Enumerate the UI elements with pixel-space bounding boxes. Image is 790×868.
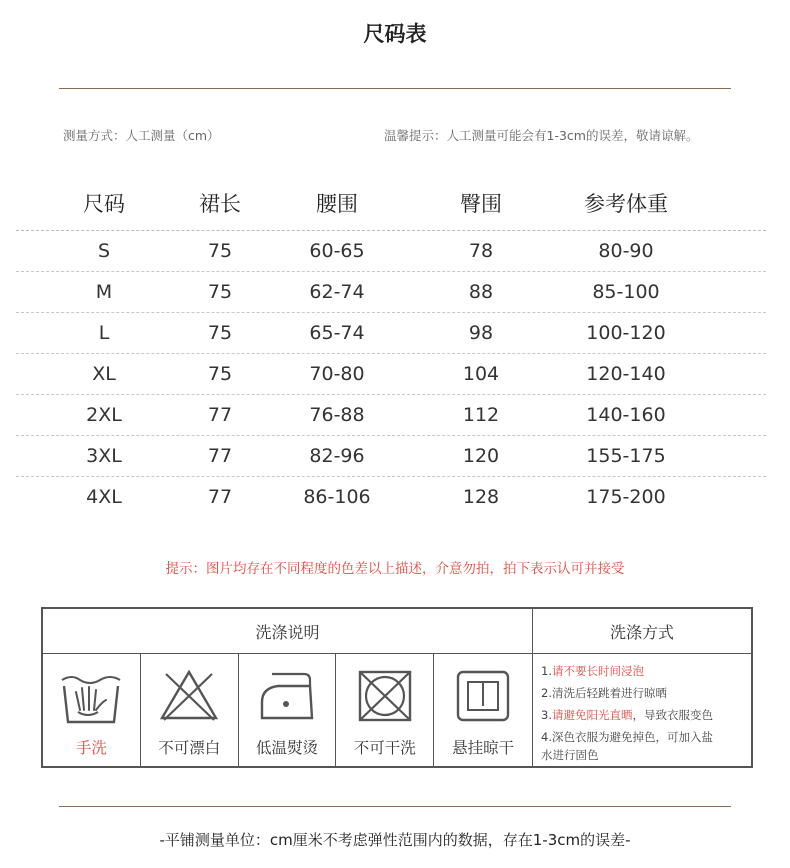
table-row bbox=[16, 272, 766, 313]
cell-hip: 78 bbox=[468, 240, 494, 262]
cell-size: S bbox=[97, 240, 111, 262]
measure-method-note: 测量方式：人工测量（cm） bbox=[63, 128, 220, 143]
care-item-hang-dry bbox=[434, 654, 532, 766]
cell-waist: 60-65 bbox=[309, 240, 365, 262]
table-row bbox=[16, 395, 766, 436]
measure-error-note: 温馨提示：人工测量可能会有1-3cm的误差，敬请谅解。 bbox=[384, 128, 699, 143]
cell-length: 77 bbox=[207, 486, 233, 508]
header-waist: 腰围 bbox=[316, 192, 358, 216]
cell-weight: 140-160 bbox=[586, 404, 666, 426]
cell-length: 75 bbox=[207, 322, 233, 344]
size-table bbox=[16, 176, 766, 517]
cell-hip: 120 bbox=[462, 445, 500, 467]
no-bleach-icon bbox=[156, 666, 222, 724]
care-method-panel bbox=[533, 609, 751, 766]
cell-size: 2XL bbox=[86, 404, 122, 426]
care-label-no-dry-clean: 不可干洗 bbox=[353, 739, 416, 757]
care-warning-soak: 请不要长时间浸泡 bbox=[551, 664, 644, 678]
care-method-line-2: 2.清洗后轻跳着进行晾晒 bbox=[541, 686, 667, 700]
cell-hip: 88 bbox=[468, 281, 494, 303]
header-weight: 参考体重 bbox=[584, 192, 668, 216]
care-item-no-bleach bbox=[141, 654, 239, 766]
cell-weight: 85-100 bbox=[592, 281, 660, 303]
care-method-list bbox=[533, 654, 751, 766]
no-dry-clean-icon bbox=[354, 666, 416, 724]
table-row bbox=[16, 313, 766, 354]
care-instructions-box bbox=[41, 607, 753, 768]
care-label-hang-dry: 悬挂晾干 bbox=[452, 739, 515, 757]
cell-length: 75 bbox=[207, 240, 233, 262]
hand-wash-icon bbox=[58, 666, 124, 728]
cell-length: 77 bbox=[207, 404, 233, 426]
cell-waist: 82-96 bbox=[309, 445, 365, 467]
top-divider bbox=[59, 88, 731, 89]
cell-length: 75 bbox=[207, 281, 233, 303]
care-symbols-panel bbox=[43, 609, 533, 766]
care-method-line-3: 3.请避免阳光直晒，导致衣服变色 bbox=[541, 708, 713, 722]
cell-size: M bbox=[95, 281, 113, 303]
care-label-low-iron: 低温熨烫 bbox=[255, 739, 318, 757]
cell-length: 75 bbox=[207, 363, 233, 385]
low-iron-icon bbox=[254, 666, 320, 724]
cell-weight: 175-200 bbox=[586, 486, 666, 508]
cell-size: 3XL bbox=[86, 445, 122, 467]
cell-size: XL bbox=[92, 363, 116, 385]
care-right-title: 洗涤方式 bbox=[533, 609, 751, 654]
table-row bbox=[16, 231, 766, 272]
cell-hip: 128 bbox=[462, 486, 500, 508]
cell-weight: 100-120 bbox=[586, 322, 666, 344]
cell-length: 77 bbox=[207, 445, 233, 467]
header-length: 裙长 bbox=[199, 192, 241, 216]
cell-waist: 62-74 bbox=[309, 281, 365, 303]
table-row bbox=[16, 477, 766, 517]
care-method-line-1: 1.请不要长时间浸泡 bbox=[541, 664, 644, 678]
care-warning-sun: 请避免阳光直晒 bbox=[551, 708, 633, 722]
cell-size: 4XL bbox=[86, 486, 122, 508]
care-method-line-4-cont: 水进行固色 bbox=[541, 748, 599, 762]
care-item-hand-wash bbox=[43, 654, 141, 766]
table-row bbox=[16, 354, 766, 395]
footer-note: -平铺测量单位：cm厘米不考虑弹性范围内的数据，存在1-3cm的误差- bbox=[159, 831, 631, 849]
header-size: 尺码 bbox=[83, 192, 125, 216]
cell-hip: 98 bbox=[468, 322, 494, 344]
care-method-line-4: 4.深色衣服为避免掉色，可加入盐 bbox=[541, 730, 713, 744]
page-title: 尺码表 bbox=[363, 22, 427, 46]
cell-waist: 65-74 bbox=[309, 322, 365, 344]
care-icons-row bbox=[43, 654, 532, 766]
cell-waist: 86-106 bbox=[303, 486, 371, 508]
cell-waist: 76-88 bbox=[309, 404, 365, 426]
size-table-body bbox=[16, 231, 766, 517]
color-difference-hint: 提示：图片均存在不同程度的色差以上描述，介意勿拍，拍下表示认可并接受 bbox=[165, 561, 625, 577]
cell-hip: 112 bbox=[462, 404, 500, 426]
care-item-low-iron bbox=[239, 654, 337, 766]
bottom-divider bbox=[59, 806, 731, 807]
cell-weight: 120-140 bbox=[586, 363, 666, 385]
care-label-hand-wash: 手洗 bbox=[75, 739, 107, 757]
hang-dry-icon bbox=[452, 666, 514, 724]
header-hip: 臀围 bbox=[460, 192, 502, 216]
cell-weight: 155-175 bbox=[586, 445, 666, 467]
care-left-title: 洗涤说明 bbox=[43, 609, 532, 654]
cell-hip: 104 bbox=[462, 363, 500, 385]
cell-waist: 70-80 bbox=[309, 363, 365, 385]
cell-size: L bbox=[98, 322, 110, 344]
care-label-no-bleach: 不可漂白 bbox=[158, 739, 221, 757]
care-item-no-dry-clean bbox=[336, 654, 434, 766]
table-row bbox=[16, 436, 766, 477]
size-table-header bbox=[16, 176, 766, 231]
cell-weight: 80-90 bbox=[598, 240, 654, 262]
